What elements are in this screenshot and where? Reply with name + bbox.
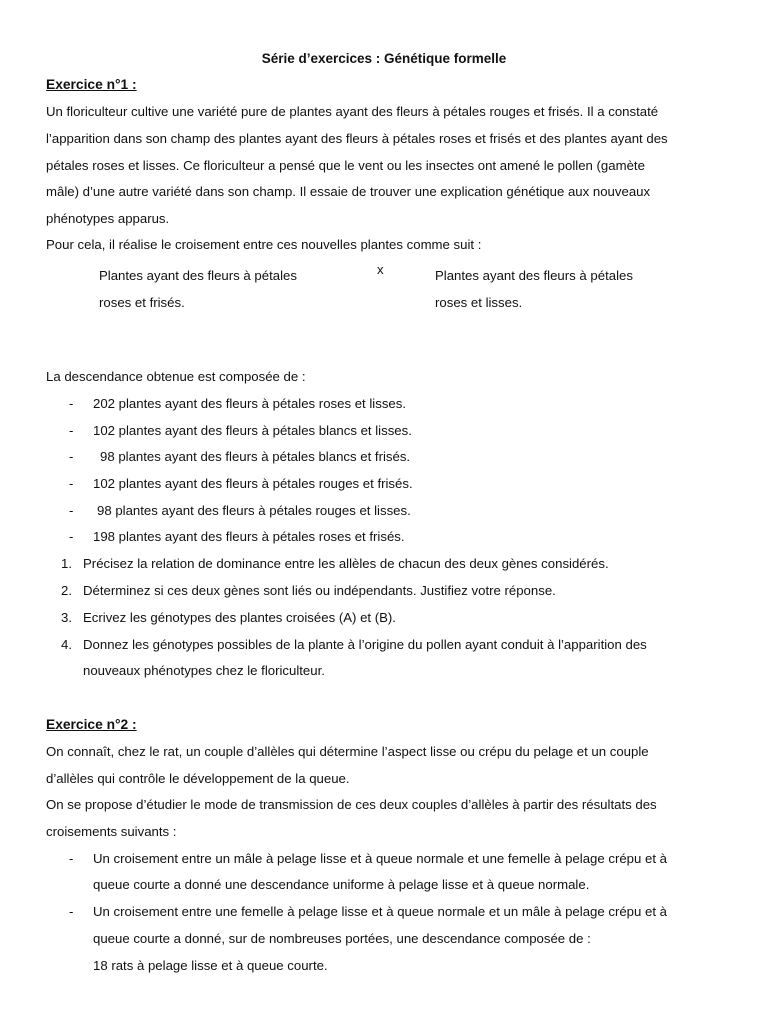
list-dash: - (69, 503, 74, 518)
cross-item-text: Un croisement entre une femelle à pelage lisse et à queue normale et un mâle à pelage crépu et à (93, 904, 668, 919)
list-dash: - (69, 423, 74, 438)
list-dash: - (69, 476, 74, 491)
offspring-item: 198 plantes ayant des fleurs à pétales roses et frisés. (93, 529, 405, 544)
exercise1-intro-line: phénotypes apparus. (46, 211, 170, 226)
offspring-item: 202 plantes ayant des fleurs à pétales roses et lisses. (93, 396, 407, 411)
offspring-intro: La descendance obtenue est composée de : (46, 369, 306, 384)
offspring-item: 98 plantes ayant des fleurs à pétales blancs et frisés. (100, 449, 411, 464)
question-text: Déterminez si ces deux gènes sont liés ou indépendants. Justifiez votre réponse. (83, 583, 556, 598)
cross-item-text: Un croisement entre un mâle à pelage lisse et à queue normale et une femelle à pelage crépu et à (93, 851, 668, 866)
cross-right-label: roses et lisses. (435, 295, 523, 310)
list-dash: - (69, 904, 74, 919)
exercise1-heading: Exercice n°1 : (46, 77, 137, 92)
list-dash: - (69, 396, 74, 411)
exercise2-heading: Exercice n°2 : (46, 717, 137, 732)
offspring-item: 98 plantes ayant des fleurs à pétales rouges et lisses. (97, 503, 411, 518)
cross-item-text: queue courte a donné une descendance uniforme à pelage lisse et à queue normale. (93, 877, 590, 892)
exercise1-intro-line: pétales roses et lisses. Ce floriculteur a pensé que le vent ou les insectes ont amené le pollen (gamète (46, 158, 645, 173)
question-number: 1. (61, 556, 72, 571)
cross-left-label: roses et frisés. (99, 295, 185, 310)
list-dash: - (69, 529, 74, 544)
cross-left-label: Plantes ayant des fleurs à pétales (99, 268, 297, 283)
exercise2-intro-line: croisements suivants : (46, 824, 177, 839)
cross-item-text: 18 rats à pelage lisse et à queue courte. (93, 958, 328, 973)
exercise1-intro-line: l’apparition dans son champ des plantes ayant des fleurs à pétales roses et frisés et des plantes ayant des (46, 131, 668, 146)
exercise2-intro-line: On se propose d’étudier le mode de transmission de ces deux couples d’allèles à partir des résultats des (46, 797, 657, 812)
cross-symbol: x (377, 262, 384, 277)
exercise2-intro-line: d’allèles qui contrôle le développement de la queue. (46, 771, 350, 786)
question-text: Donnez les génotypes possibles de la plante à l’origine du pollen ayant conduit à l’apparition des (83, 637, 647, 652)
exercise1-intro-line: Un floriculteur cultive une variété pure de plantes ayant des fleurs à pétales rouges et frisés. Il a constaté (46, 104, 659, 119)
question-text: nouveaux phénotypes chez le floriculteur. (83, 663, 325, 678)
exercise1-intro-line: Pour cela, il réalise le croisement entre ces nouvelles plantes comme suit : (46, 237, 482, 252)
exercise1-intro-line: mâle) d’une autre variété dans son champ. Il essaie de trouver une explication génétique aux nouveaux (46, 184, 651, 199)
offspring-item: 102 plantes ayant des fleurs à pétales blancs et lisses. (93, 423, 412, 438)
question-number: 4. (61, 637, 72, 652)
list-dash: - (69, 851, 74, 866)
question-text: Ecrivez les génotypes des plantes croisées (A) et (B). (83, 610, 396, 625)
list-dash: - (69, 449, 74, 464)
cross-right-label: Plantes ayant des fleurs à pétales (435, 268, 633, 283)
question-number: 3. (61, 610, 72, 625)
cross-item-text: queue courte a donné, sur de nombreuses portées, une descendance composée de : (93, 931, 591, 946)
offspring-item: 102 plantes ayant des fleurs à pétales rouges et frisés. (93, 476, 413, 491)
question-number: 2. (61, 583, 72, 598)
exercise2-intro-line: On connaît, chez le rat, un couple d’allèles qui détermine l’aspect lisse ou crépu du pelage et un couple (46, 744, 649, 759)
page-title: Série d’exercices : Génétique formelle (261, 51, 507, 66)
question-text: Précisez la relation de dominance entre les allèles de chacun des deux gènes considérés. (83, 556, 609, 571)
